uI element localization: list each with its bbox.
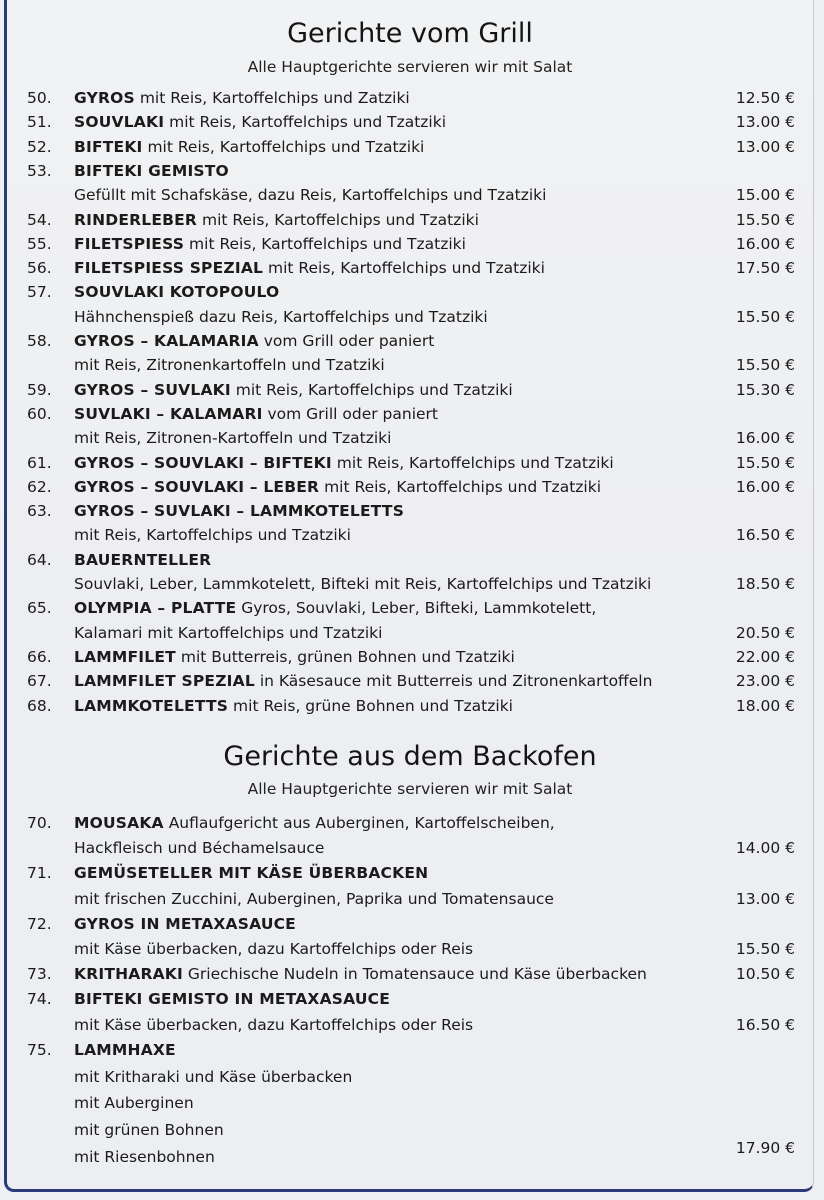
item-title-line — [74, 912, 296, 936]
menu-item — [7, 548, 813, 572]
item-title-line — [74, 135, 424, 159]
menu-item — [7, 1038, 813, 1062]
item-price: 16.50 € — [735, 526, 795, 545]
item-price: 10.50 € — [735, 965, 795, 984]
item-name: LAMMFILET — [74, 647, 176, 666]
item-title-line — [74, 669, 652, 693]
item-price: 16.50 € — [735, 1015, 795, 1034]
item-option-line — [7, 1145, 813, 1169]
item-price: 14.00 € — [735, 839, 795, 858]
menu-item — [7, 280, 813, 304]
menu-item — [7, 159, 813, 183]
item-number: 59. — [27, 380, 52, 399]
item-description: Hähnchenspieß dazu Reis, Kartoffelchips und Tzatziki — [74, 307, 488, 326]
item-title-line — [74, 232, 466, 256]
item-number: 67. — [27, 672, 52, 691]
item-option-line — [7, 1091, 813, 1115]
item-description-line — [7, 426, 813, 450]
item-title-line — [74, 987, 390, 1011]
item-description-line — [7, 572, 813, 596]
item-title-line — [74, 811, 555, 835]
item-price: 23.00 € — [735, 672, 795, 691]
item-number: 64. — [27, 550, 52, 569]
item-description: mit Reis, Kartoffelchips und Tzatziki — [142, 137, 425, 156]
item-option-line — [7, 1065, 813, 1089]
item-option: mit grünen Bohnen — [74, 1120, 224, 1139]
item-name: GYROS – SOUVLAKI – LEBER — [74, 477, 320, 496]
item-number: 55. — [27, 234, 52, 253]
item-name: GEMÜSETELLER MIT KÄSE ÜBERBACKEN — [74, 864, 429, 883]
item-description: Griechische Nudeln in Tomatensauce und Käse überbacken — [182, 965, 647, 984]
menu-item — [7, 811, 813, 835]
menu-item — [7, 669, 813, 693]
item-number: 62. — [27, 477, 52, 496]
item-name: SOUVLAKI — [74, 113, 165, 132]
item-price: 17.90 € — [735, 1138, 795, 1157]
item-title-line — [74, 962, 647, 986]
item-price: 13.00 € — [735, 113, 795, 132]
item-number: 73. — [27, 965, 52, 984]
item-name: KRITHARAKI — [74, 965, 183, 984]
item-description: vom Grill oder paniert — [262, 404, 438, 423]
item-description: mit Reis, Kartoffelchips und Tzatziki — [197, 210, 479, 229]
item-price: 15.50 € — [735, 210, 795, 229]
menu-item — [7, 86, 813, 110]
item-description: mit Käse überbacken, dazu Kartoffelchips oder Reis — [74, 1015, 474, 1034]
item-title-line — [74, 861, 428, 885]
item-name: BIFTEKI GEMISTO — [74, 161, 229, 180]
item-description: Gefüllt mit Schafskäse, dazu Reis, Kartoffelchips und Tzatziki — [74, 186, 547, 205]
item-number: 57. — [27, 283, 52, 302]
menu-item — [7, 208, 813, 232]
item-number: 56. — [27, 259, 52, 278]
item-number: 58. — [27, 332, 52, 350]
item-title-line — [74, 1038, 176, 1062]
item-description-line — [7, 183, 813, 207]
item-title-line — [74, 280, 279, 304]
item-number: 61. — [27, 453, 52, 472]
item-description-line — [7, 305, 813, 329]
menu-item — [7, 378, 813, 402]
item-name: GYROS – SUVLAKI – LAMMKOTELETTS — [74, 502, 405, 521]
item-price: 18.00 € — [735, 696, 795, 715]
item-description: mit Reis, Kartoffelchips und Tzatziki — [230, 380, 513, 399]
item-price: 18.50 € — [735, 575, 795, 593]
menu-page — [4, 0, 814, 1192]
item-title-line — [74, 451, 614, 475]
item-option-line — [7, 1118, 813, 1142]
item-name: GYROS – KALAMARIA — [74, 332, 259, 350]
item-number: 50. — [27, 89, 52, 107]
item-price: 15.50 € — [735, 453, 795, 472]
item-name: GYROS – SOUVLAKI – BIFTEKI — [74, 453, 332, 472]
item-description-line — [7, 836, 813, 860]
item-number: 66. — [27, 647, 52, 666]
item-description: mit Butterreis, grünen Bohnen und Tzatziki — [175, 647, 515, 666]
item-description: mit Reis, grüne Bohnen und Tzatziki — [228, 696, 513, 715]
oven-section-title: Gerichte aus dem Backofen — [223, 741, 597, 772]
menu-item — [7, 110, 813, 134]
item-name: BIFTEKI GEMISTO IN METAXASAUCE — [74, 990, 391, 1009]
item-number: 71. — [27, 864, 52, 883]
menu-item — [7, 694, 813, 718]
grill-section-title: Gerichte vom Grill — [287, 18, 533, 49]
item-title-line — [74, 475, 601, 499]
item-description-line — [7, 887, 813, 911]
item-price: 15.30 € — [735, 380, 795, 399]
item-option: mit Riesenbohnen — [74, 1147, 215, 1166]
item-description-line — [7, 1013, 813, 1037]
item-number: 65. — [27, 599, 52, 618]
item-number: 70. — [27, 814, 52, 832]
item-title-line — [74, 256, 545, 280]
item-title-line — [74, 645, 515, 669]
item-description: mit Reis, Kartoffelchips und Tzatziki — [74, 526, 351, 545]
menu-item — [7, 451, 813, 475]
item-description: vom Grill oder paniert — [258, 332, 435, 350]
item-number: 52. — [27, 137, 52, 156]
item-description: mit Reis, Zitronenkartoffeln und Tzatziki — [74, 356, 385, 375]
item-title-line — [74, 86, 410, 110]
item-description: mit Reis, Kartoffelchips und Zatziki — [134, 89, 410, 107]
item-name: GYROS – SUVLAKI — [74, 380, 231, 399]
item-name: BIFTEKI — [74, 137, 143, 156]
item-option: mit Kritharaki und Käse überbacken — [74, 1067, 353, 1086]
item-description: Gyros, Souvlaki, Leber, Bifteki, Lammkotelett, — [236, 599, 597, 618]
item-description: mit Reis, Zitronen-Kartoffeln und Tzatziki — [74, 429, 392, 448]
item-number: 68. — [27, 696, 52, 715]
item-name: GYROS IN METAXASAUCE — [74, 914, 296, 933]
menu-item — [7, 329, 813, 353]
item-name: FILETSPIESS SPEZIAL — [74, 259, 264, 278]
item-name: GYROS — [74, 89, 135, 107]
menu-item — [7, 962, 813, 986]
item-description: Souvlaki, Leber, Lammkotelett, Bifteki mit Reis, Kartoffelchips und Tzatziki — [74, 575, 652, 593]
item-description-line — [7, 937, 813, 961]
item-name: OLYMPIA – PLATTE — [74, 599, 237, 618]
item-number: 51. — [27, 113, 52, 132]
item-price: 22.00 € — [735, 647, 795, 666]
item-title-line — [74, 548, 211, 572]
menu-item — [7, 402, 813, 426]
item-description: mit Reis, Kartoffelchips und Tzatziki — [164, 113, 447, 132]
item-name: LAMMFILET SPEZIAL — [74, 672, 255, 691]
item-price: 20.50 € — [735, 623, 795, 642]
item-description: Hackfleisch und Béchamelsauce — [74, 839, 325, 858]
item-name: BAUERNTELLER — [74, 550, 212, 569]
item-description-line — [7, 353, 813, 377]
item-title-line — [74, 159, 229, 183]
item-number: 75. — [27, 1040, 52, 1059]
item-description: mit Käse überbacken, dazu Kartoffelchips oder Reis — [74, 940, 474, 958]
item-title-line — [74, 499, 404, 523]
item-number: 72. — [27, 914, 52, 933]
item-description-line — [7, 621, 813, 645]
menu-item — [7, 645, 813, 669]
item-price: 12.50 € — [735, 89, 795, 107]
item-title-line — [74, 694, 513, 718]
item-description: mit Reis, Kartoffelchips und Tzatziki — [331, 453, 614, 472]
menu-item — [7, 475, 813, 499]
item-name: MOUSAKA — [74, 814, 164, 832]
item-number: 74. — [27, 990, 52, 1009]
item-price: 13.00 € — [735, 889, 795, 908]
item-name: SUVLAKI – KALAMARI — [74, 404, 263, 423]
menu-item — [7, 499, 813, 523]
item-price: 13.00 € — [735, 137, 795, 156]
item-description: mit Reis, Kartoffelchips und Tzatziki — [184, 234, 466, 253]
item-name: SOUVLAKI KOTOPOULO — [74, 283, 280, 302]
item-description-line — [7, 523, 813, 547]
item-price: 15.50 € — [735, 940, 795, 958]
grill-section-subtitle: Alle Hauptgerichte servieren wir mit Salat — [247, 58, 573, 76]
item-number: 63. — [27, 502, 52, 521]
item-option: mit Auberginen — [74, 1094, 194, 1113]
menu-item — [7, 256, 813, 280]
menu-item — [7, 861, 813, 885]
item-title-line — [74, 208, 479, 232]
item-description: in Käsesauce mit Butterreis und Zitronenkartoffeln — [254, 672, 653, 691]
item-number: 54. — [27, 210, 52, 229]
item-price: 16.00 € — [735, 234, 795, 253]
item-title-line — [74, 596, 596, 620]
item-price: 15.00 € — [735, 186, 795, 205]
item-number: 60. — [27, 404, 52, 423]
item-name: RINDERLEBER — [74, 210, 198, 229]
item-price: 16.00 € — [735, 429, 795, 448]
menu-item — [7, 596, 813, 620]
item-description: mit Reis, Kartoffelchips und Tzatziki — [263, 259, 545, 278]
item-title-line — [74, 378, 513, 402]
oven-section-subtitle: Alle Hauptgerichte servieren wir mit Salat — [247, 780, 573, 798]
item-name: FILETSPIESS — [74, 234, 185, 253]
item-title-line — [74, 110, 446, 134]
item-name: LAMMHAXE — [74, 1040, 176, 1059]
menu-item — [7, 987, 813, 1011]
item-title-line — [74, 329, 434, 353]
item-number: 53. — [27, 161, 52, 180]
item-description: mit frischen Zucchini, Auberginen, Paprika und Tomatensauce — [74, 889, 554, 908]
item-price: 16.00 € — [735, 477, 795, 496]
menu-item — [7, 912, 813, 936]
item-description: Kalamari mit Kartoffelchips und Tzatziki — [74, 623, 383, 642]
item-price: 15.50 € — [735, 307, 795, 326]
item-description: mit Reis, Kartoffelchips und Tzatziki — [319, 477, 601, 496]
item-price: 17.50 € — [735, 259, 795, 278]
item-price: 15.50 € — [735, 356, 795, 375]
item-description: Auflaufgericht aus Auberginen, Kartoffelscheiben, — [163, 814, 555, 832]
menu-item — [7, 232, 813, 256]
menu-item — [7, 135, 813, 159]
item-name: LAMMKOTELETTS — [74, 696, 229, 715]
item-title-line — [74, 402, 438, 426]
